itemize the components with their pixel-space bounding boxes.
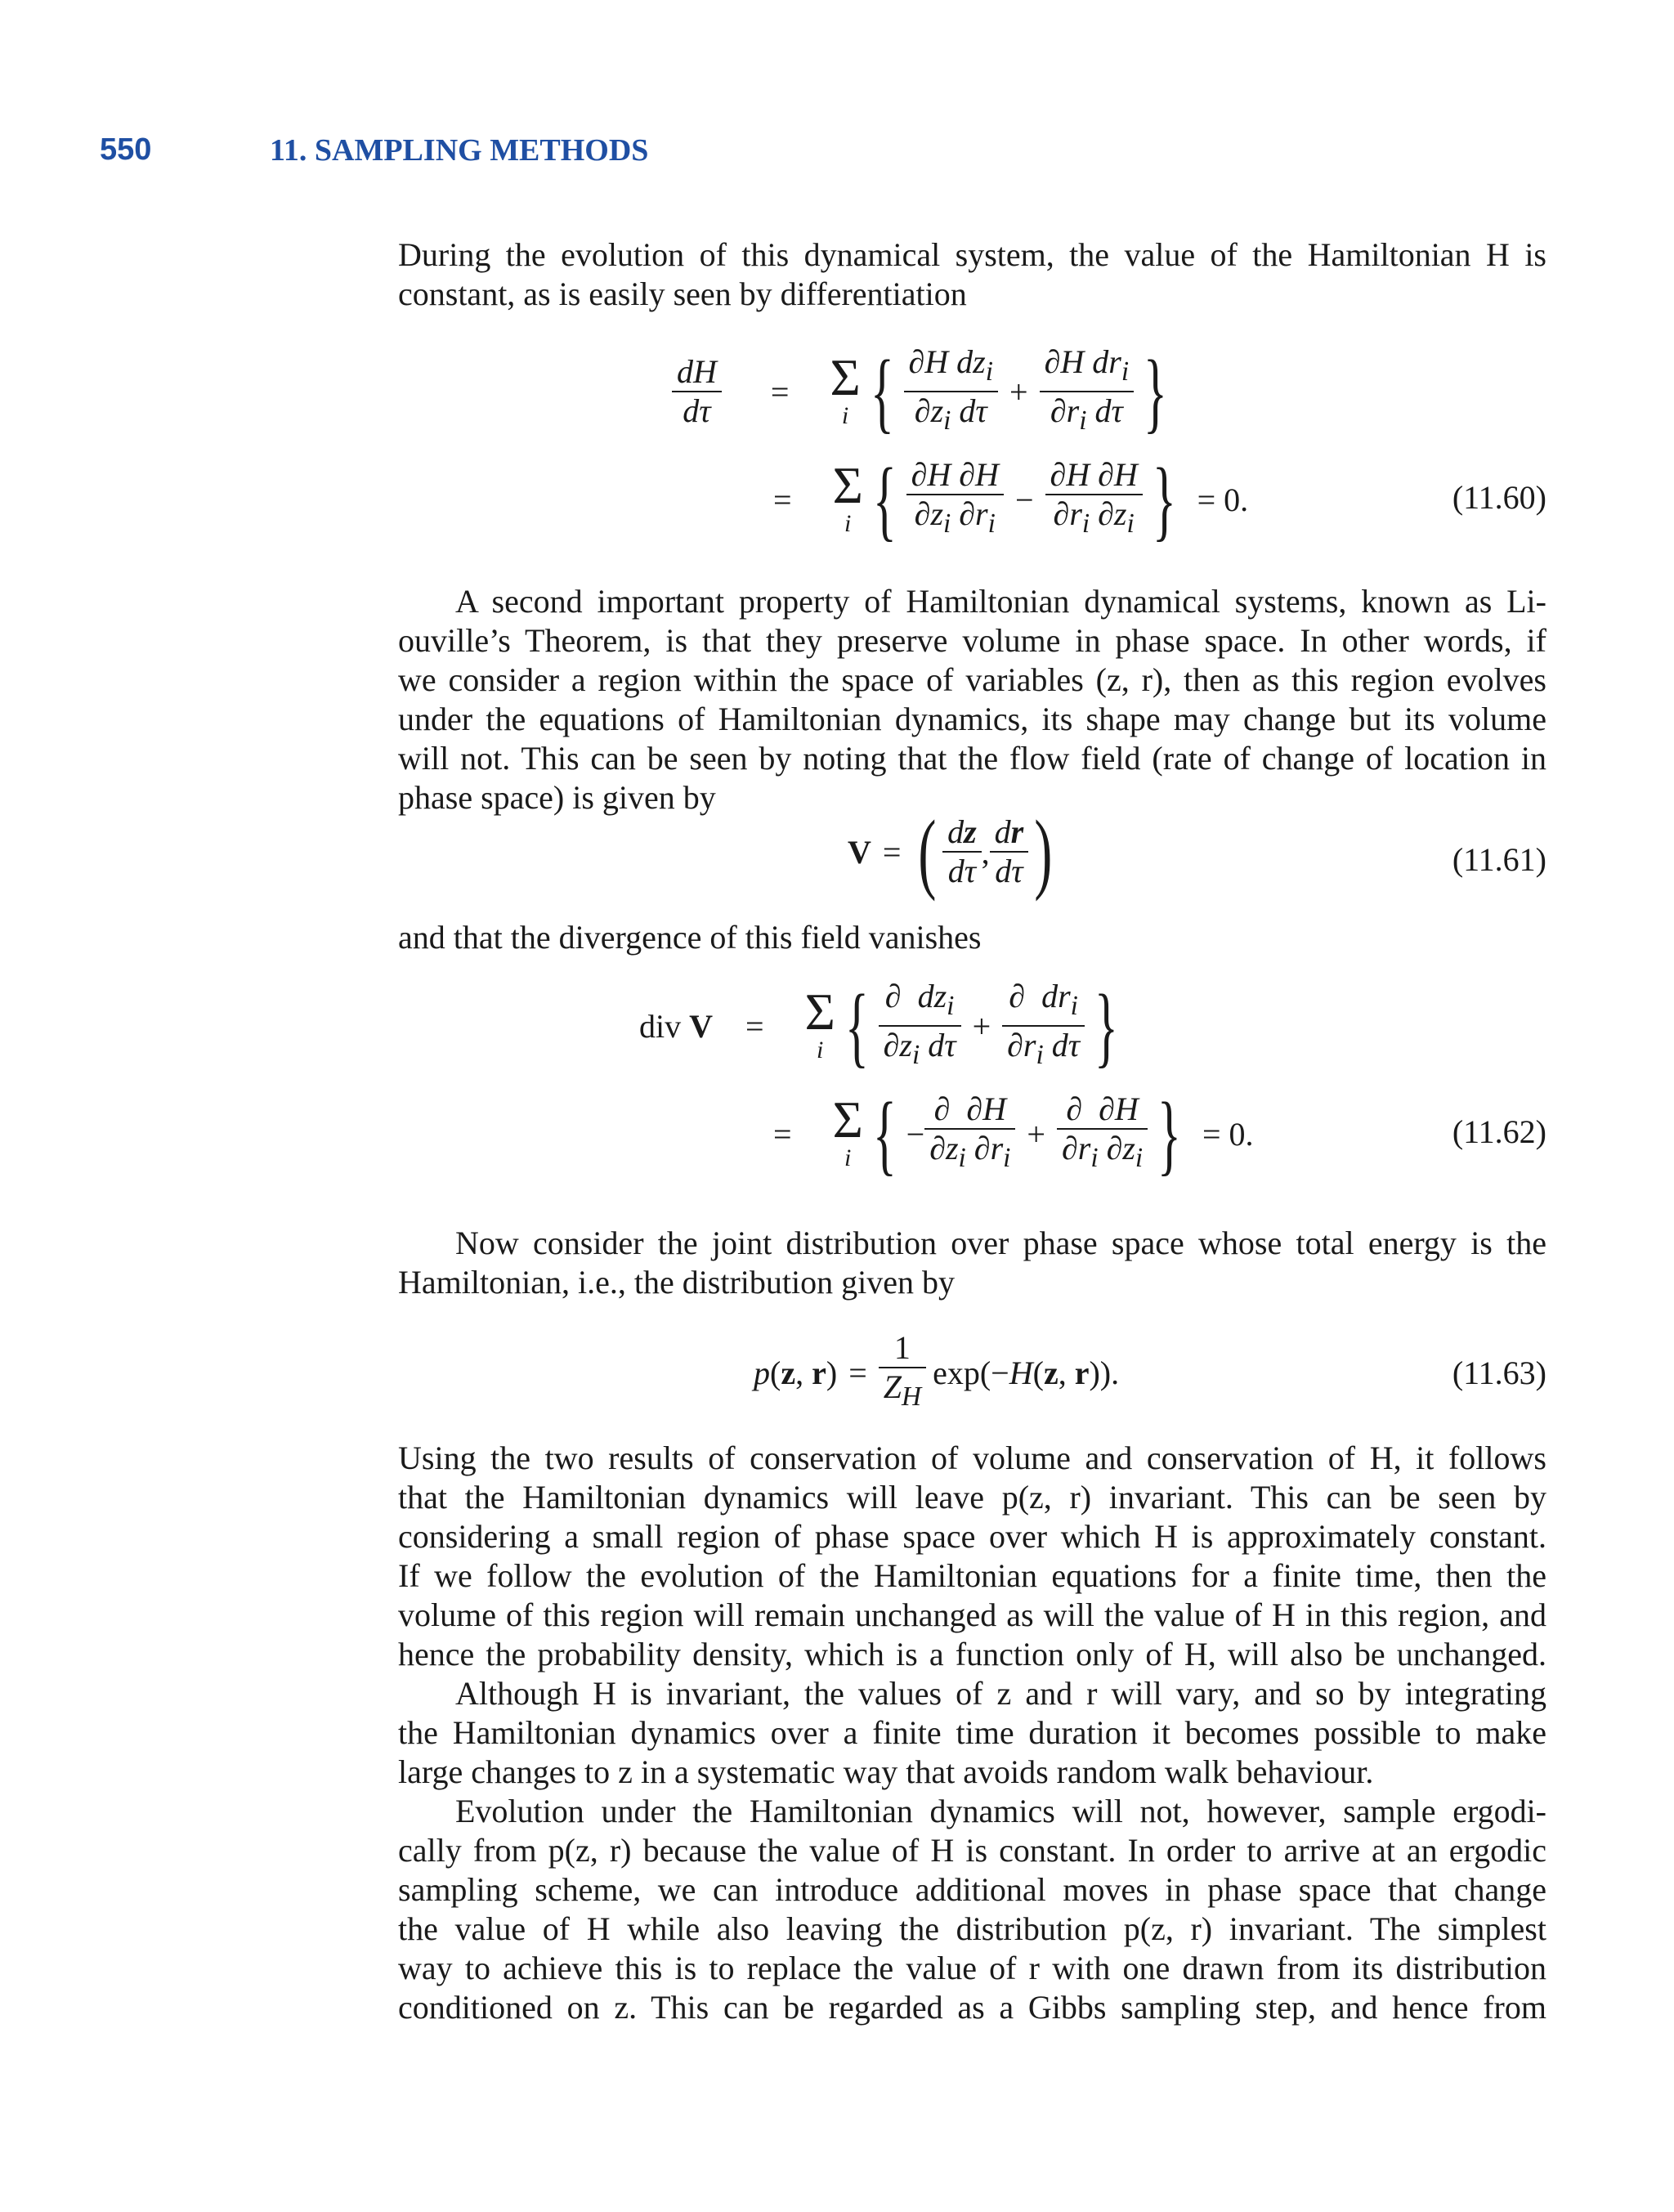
paragraph-7 — [398, 1792, 1546, 2027]
eq-row-1: $\frac{dH}{d\tau}$ = Σ i { $\frac{\partial H dz_i}{\partial z_i d\tau}$ + $\frac{\partial H dr_i}{\partial r_i d\tau}$ } — [672, 343, 1177, 440]
text-line: Using the two results of conservation of volume and conservation of H, it follows — [398, 1440, 1546, 1476]
eq-row-2: = Σ i { − $\frac{\partial \partial H}{\partial z_i \partial r_i}$ + $\frac{\partial \partial H}{\partial r_i \partial z_i}$ } = 0. — [762, 1090, 1265, 1177]
equation-number: (11.60) — [1452, 479, 1546, 516]
text-line: Now consider the joint distribution over phase space whose total energy is the — [455, 1225, 1546, 1261]
page-number: 550 — [100, 132, 152, 167]
text-line: considering a small region of phase space over which H is approximately constant. — [398, 1518, 1546, 1555]
text-line: large changes to z in a systematic way that avoids random walk behaviour. — [398, 1753, 1374, 1790]
text-line: under the equations of Hamiltonian dynamics, its shape may change but its volume — [398, 701, 1546, 737]
text-line: ouville’s Theorem, is that they preserve volume in phase space. In other words, if — [398, 622, 1546, 659]
text-line: the Hamiltonian dynamics over a finite time duration it becomes possible to make — [398, 1714, 1546, 1751]
text-line: volume of this region will remain unchanged as will the value of H in this region, and — [398, 1596, 1546, 1633]
equation-11-62 — [398, 978, 1546, 1207]
text-line: that the Hamiltonian dynamics will leave p(z, r) invariant. This can be seen by — [398, 1479, 1546, 1516]
eq-lhs: div V — [639, 1007, 714, 1045]
paragraph-6 — [398, 1674, 1546, 1792]
text-line: cally from p(z, r) because the value of H is constant. In order to arrive at an ergodic — [398, 1832, 1546, 1869]
equation-11-63 — [398, 1329, 1546, 1419]
text-line: Hamiltonian, i.e., the distribution given by — [398, 1264, 956, 1301]
text-line: hence the probability density, which is a function only of H, will also be unchanged. — [398, 1636, 1546, 1672]
paragraph-2 — [398, 582, 1546, 817]
paragraph-5 — [398, 1439, 1546, 1674]
text-line: If we follow the evolution of the Hamiltonian equations for a finite time, then the — [398, 1557, 1546, 1594]
eq-row: p(z, r) = $\frac{1}{Z_H}$ exp(−H(z, r)). — [754, 1329, 1120, 1412]
text-line: constant, as is easily seen by differentiation — [398, 275, 967, 312]
text-line: way to achieve this is to replace the value of r with one drawn from its distribution — [398, 1950, 1546, 1986]
equation-number: (11.61) — [1452, 841, 1546, 878]
text-line: Evolution under the Hamiltonian dynamics will not, however, sample ergodi- — [455, 1793, 1546, 1829]
eq-row-1: div V = Σ i { $\frac{\partial dz_i}{\partial z_i d\tau}$ + $\frac{\partial dr_i}{\partial r_i d\tau}$ } — [639, 976, 1119, 1076]
text-line: A second important property of Hamiltonian dynamical systems, known as Li- — [455, 583, 1546, 620]
eq-row-2: = Σ i { $\frac{\partial H \partial H}{\partial z_i \partial r_i}$ − $\frac{\partial H \partial H}{\partial r_i \partial z_i}$ } = 0. — [762, 456, 1260, 543]
text-line: phase space) is given by — [398, 779, 716, 816]
eq-row: V = ( $\frac{dz}{d\tau}$ , $\frac{dr}{d\tau}$ ) — [848, 802, 1053, 902]
text-line: we consider a region within the space of variables (z, r), then as this region evolves — [398, 661, 1546, 698]
eq-result: = 0. — [1197, 481, 1249, 518]
paragraph-3 — [398, 918, 1546, 957]
text-line: During the evolution of this dynamical system, the value of the Hamiltonian H is — [398, 236, 1546, 273]
eq-result: = 0. — [1202, 1115, 1254, 1153]
equation-11-60 — [398, 343, 1546, 572]
equation-number: (11.63) — [1452, 1355, 1546, 1391]
text-line: conditioned on z. This can be regarded as a Gibbs sampling step, and hence from — [398, 1989, 1546, 2026]
equation-11-61 — [398, 802, 1546, 909]
text-line: and that the divergence of this field vanishes — [398, 919, 982, 956]
chapter-title: 11. SAMPLING METHODS — [270, 133, 649, 168]
text-line: sampling scheme, we can introduce additional moves in phase space that change — [398, 1871, 1546, 1908]
page-header — [0, 132, 1674, 181]
paragraph-1 — [398, 235, 1546, 314]
text-line: Although H is invariant, the values of z and r will vary, and so by integrating — [455, 1675, 1546, 1712]
equation-number: (11.62) — [1452, 1113, 1546, 1150]
text-line: will not. This can be seen by noting that the flow field (rate of change of location in — [398, 740, 1546, 777]
paragraph-4 — [398, 1224, 1546, 1302]
text-line: the value of H while also leaving the distribution p(z, r) invariant. The simplest — [398, 1910, 1546, 1947]
